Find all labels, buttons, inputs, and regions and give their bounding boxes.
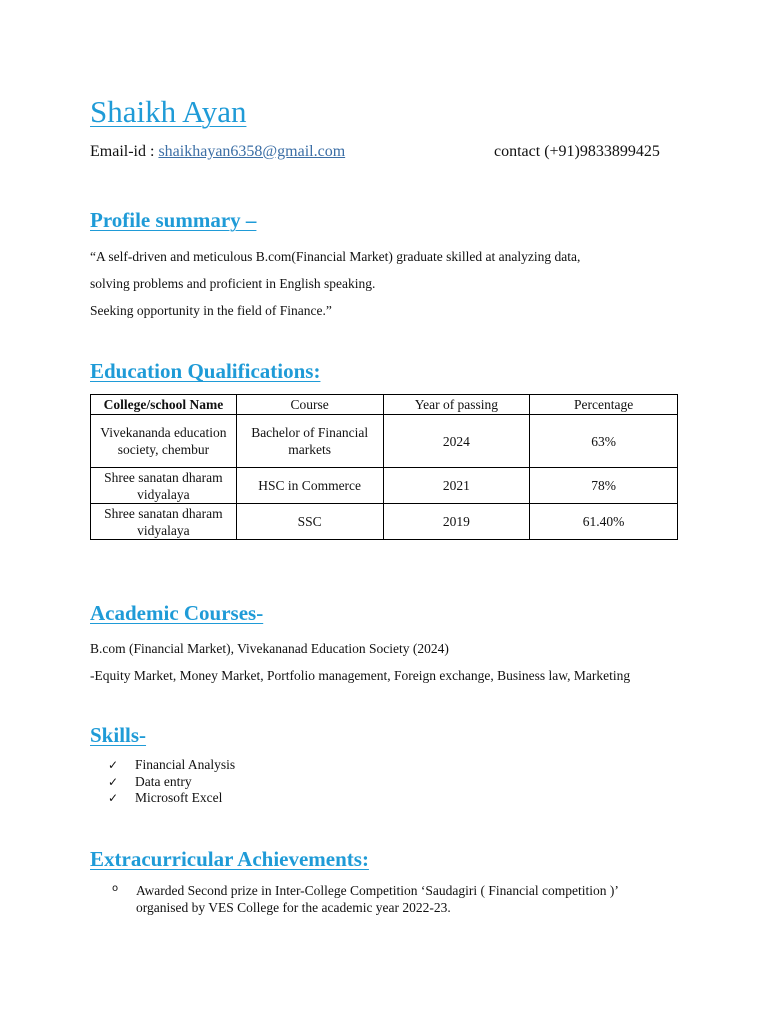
year-cell: 2019 <box>383 504 530 540</box>
percentage-cell: 63% <box>530 415 678 468</box>
year-cell: 2021 <box>383 468 530 504</box>
list-item <box>108 790 235 807</box>
profile-line: Seeking opportunity in the field of Finance.” <box>90 303 332 318</box>
checkmark-icon: ✓ <box>108 791 119 805</box>
table-row <box>91 415 678 468</box>
list-item <box>112 882 672 916</box>
profile-summary-heading: Profile summary – <box>90 208 257 232</box>
skills-list <box>108 757 235 807</box>
course-cell: SSC <box>236 504 383 540</box>
extracurricular-heading: Extracurricular Achievements: <box>90 847 369 871</box>
checkmark-icon: ✓ <box>108 774 119 789</box>
school-cell: Shree sanatan dharam vidyalaya <box>91 504 237 540</box>
table-row <box>91 468 678 504</box>
year-cell: 2024 <box>383 415 530 468</box>
percentage-cell: 61.40% <box>530 504 678 540</box>
school-cell: Shree sanatan dharam vidyalaya <box>91 468 237 504</box>
course-cell: Bachelor of Financial markets <box>236 415 383 468</box>
candidate-name: Shaikh Ayan <box>90 94 247 129</box>
skill-label: Financial Analysis <box>135 757 236 772</box>
profile-line: solving problems and proficient in English speaking. <box>90 276 376 291</box>
column-header: Year of passing <box>383 395 530 415</box>
checkmark-icon: ✓ <box>108 758 119 772</box>
table-header-row <box>91 395 678 415</box>
email-label: Email-id : <box>90 143 159 160</box>
contact-phone: contact (+91)9833899425 <box>494 143 660 160</box>
list-item <box>108 757 235 774</box>
academic-line: B.com (Financial Market), Vivekananad Education Society (2024) <box>90 641 449 656</box>
profile-line: “A self-driven and meticulous B.com(Financial Market) graduate skilled at analyzing data, <box>90 249 581 264</box>
percentage-cell: 78% <box>530 468 678 504</box>
course-cell: HSC in Commerce <box>236 468 383 504</box>
column-header: College/school Name <box>91 395 237 415</box>
list-item <box>108 774 235 791</box>
skills-heading: Skills- <box>90 723 147 747</box>
education-heading: Education Qualifications: <box>90 359 321 383</box>
table-row <box>91 504 678 540</box>
email-row <box>90 143 345 161</box>
column-header: Course <box>236 395 383 415</box>
circle-bullet-icon: o <box>112 883 119 894</box>
academic-courses-heading: Academic Courses- <box>90 601 264 625</box>
skill-label: Data entry <box>135 773 192 789</box>
academic-line: -Equity Market, Money Market, Portfolio management, Foreign exchange, Business law, Marketing <box>90 668 631 683</box>
skill-label: Microsoft Excel <box>135 790 223 805</box>
column-header: Percentage <box>530 395 678 415</box>
education-table <box>90 394 678 540</box>
achievement-text: Awarded Second prize in Inter-College Competition ‘Saudagiri ( Financial competition )’ organised by VES College for the academic year 2022-23. <box>136 883 618 915</box>
email-link[interactable]: shaikhayan6358@gmail.com <box>158 143 346 160</box>
school-cell: Vivekananda education society, chembur <box>91 415 237 468</box>
